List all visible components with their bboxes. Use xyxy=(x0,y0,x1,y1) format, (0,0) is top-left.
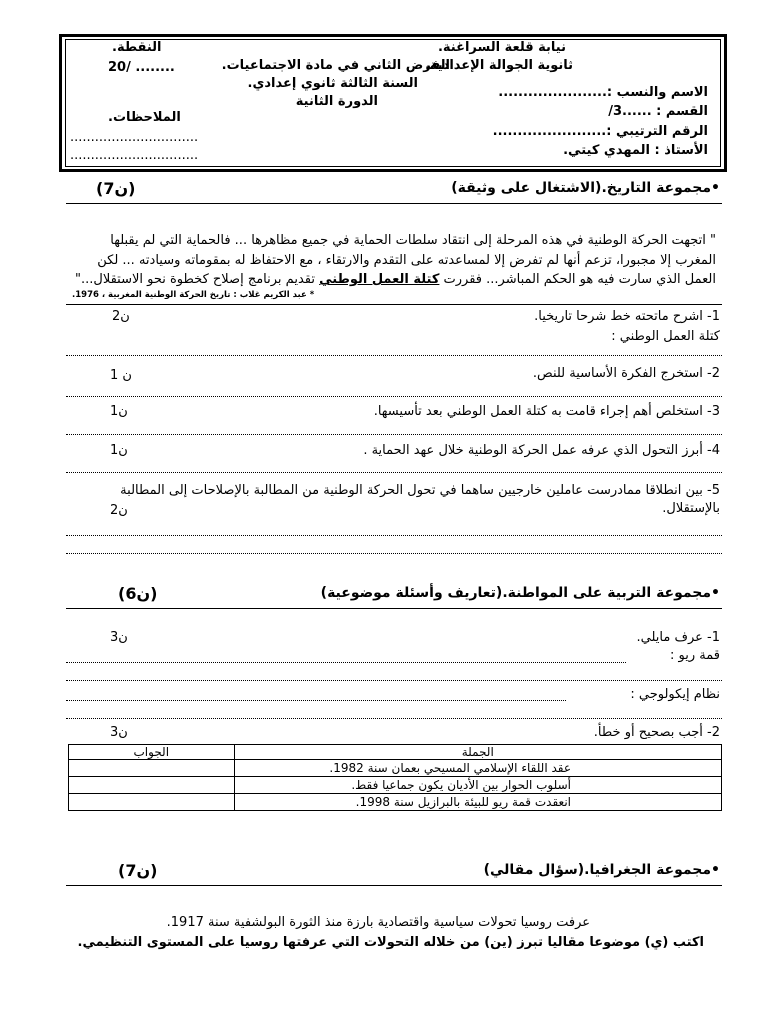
answer-line xyxy=(66,355,722,356)
question-1: 1- اشرح ماتحته خط شرحا تاريخيا. xyxy=(534,309,720,324)
section-divider xyxy=(66,608,722,609)
answer-cell[interactable] xyxy=(69,794,235,811)
question-2-mark: 1 ن xyxy=(110,368,132,383)
statement: انعقدت قمة ريو للبيئة بالبرازيل سنة 1998. xyxy=(234,794,721,811)
document-divider xyxy=(66,304,722,305)
grade-label: النقطة. xyxy=(112,40,162,55)
table-row xyxy=(69,760,722,777)
section-divider xyxy=(66,885,722,886)
document-line: العمل الذي سارت فيه هو الحكم المباشر... فقررت كتلة العمل الوطني تقديم برنامج إصلاح كخطوة نحو الاستقلال..." xyxy=(75,272,716,287)
section-divider xyxy=(66,203,722,204)
directorate-label: نيابة قلعة السراغنة. xyxy=(437,40,566,55)
notes-dots: ............................... xyxy=(70,130,199,145)
question-5: 5- بين انطلاقا ممادرست عاملين خارجيين ساهما في تحول الحركة الوطنية من المطالبة بالإصلاحات إلى المطالبة xyxy=(120,483,720,498)
answer-line xyxy=(66,718,722,719)
table-row xyxy=(69,794,722,811)
geography-task: اكتب (ي) موضوعا مقاليا تبرز (ين) من خلاله التحولات التي عرفتها روسيا على المستوى التنظيمي. xyxy=(77,935,704,950)
grade-value: 20/ ........ xyxy=(108,60,175,75)
statement: عقد اللقاء الإسلامي المسيحي بعمان سنة 1982. xyxy=(234,760,721,777)
question-5-continued: بالإستقلال. xyxy=(662,501,720,516)
exam-level: السنة الثالثة ثانوي إعدادي. xyxy=(247,76,418,91)
true-false-table xyxy=(68,744,722,811)
statement: أسلوب الحوار بين الأديان يكون جماعيا فقط. xyxy=(234,777,721,794)
school-name: ثانوية الجوالة الإعدادية. xyxy=(424,58,573,73)
class-field: القسم : ......3/ xyxy=(608,104,708,119)
geography-intro: عرفت روسيا تحولات سياسية واقتصادية بارزة منذ الثورة البولشفية سنة 1917. xyxy=(166,915,590,930)
question-1: 1- عرف مايلي. xyxy=(636,630,720,645)
answer-line xyxy=(66,396,722,397)
notes-label: الملاحظات. xyxy=(108,110,181,125)
term-ecosystem: نظام إيكولوجي : xyxy=(630,687,720,702)
question-4: 4- أبرز التحول الذي عرفه عمل الحركة الوطنية خلال عهد الحماية . xyxy=(363,443,720,458)
student-name-field: الاسم والنسب :...................... xyxy=(498,85,708,100)
term-to-explain: كتلة العمل الوطني : xyxy=(611,329,720,344)
exam-title: الفرض الثاني في مادة الاجتماعيات. xyxy=(221,58,450,73)
question-3-mark: 1ن xyxy=(110,404,128,419)
exam-session: الدورة الثانية xyxy=(295,94,378,109)
citizenship-section-points: (6ن) xyxy=(118,584,158,603)
answer-line xyxy=(66,680,722,681)
notes-dots: ............................... xyxy=(70,148,199,163)
citizenship-section-title: •مجموعة التربية على المواطنة.(تعاريف وأسئلة موضوعية) xyxy=(320,585,720,601)
sentence-column-header: الجملة xyxy=(234,745,721,760)
roll-number-field: الرقم الترتيبي :....................... xyxy=(492,124,708,139)
answer-line xyxy=(66,535,722,536)
answer-line xyxy=(66,700,566,701)
question-5-mark: 2ن xyxy=(110,503,128,518)
question-4-mark: 1ن xyxy=(110,443,128,458)
answer-cell[interactable] xyxy=(69,777,235,794)
document-line: المغرب إلا مجبورا، تزعم أنها لم تفرض إلا لمساعدته على التقدم والارتقاء ، مع الاحتفاظ له بمقوماته وسيادته ... لكن xyxy=(97,253,716,268)
answer-line xyxy=(66,553,722,554)
document-source: * عبد الكريم غلاب : تاريخ الحركة الوطنية المغربية ، 1976. xyxy=(72,290,315,300)
table-row xyxy=(69,777,722,794)
underlined-term: كتلة العمل الوطني xyxy=(319,272,440,287)
term-rio-summit: قمة ريو : xyxy=(670,648,720,663)
history-section-title: •مجموعة التاريخ.(الاشتغال على وثيقة) xyxy=(451,180,720,196)
question-2-mark: 3ن xyxy=(110,725,128,740)
answer-line xyxy=(66,662,626,663)
table-header-row xyxy=(69,745,722,760)
answer-line xyxy=(66,472,722,473)
question-1-mark: 3ن xyxy=(110,630,128,645)
answer-line xyxy=(66,434,722,435)
question-2: 2- استخرج الفكرة الأساسية للنص. xyxy=(532,366,720,381)
answer-cell[interactable] xyxy=(69,760,235,777)
question-1-mark: 2ن xyxy=(112,309,130,324)
question-2: 2- أجب بصحيح أو خطأ. xyxy=(593,725,720,740)
document-line: " اتجهت الحركة الوطنية في هذه المرحلة إلى انتقاد سلطات الحماية في جميع مظاهرها ... فالحماية التي لم يقبلها xyxy=(110,233,716,248)
geography-section-points: (7ن) xyxy=(118,861,158,880)
geography-section-title: •مجموعة الجغرافيا.(سؤال مقالي) xyxy=(483,862,720,878)
teacher-field: الأستاذ : المهدي كيتي. xyxy=(563,143,708,158)
answer-column-header: الجواب xyxy=(69,745,235,760)
history-section-points: (7ن) xyxy=(96,179,136,198)
question-3: 3- استخلص أهم إجراء قامت به كتلة العمل الوطني بعد تأسيسها. xyxy=(373,404,720,419)
